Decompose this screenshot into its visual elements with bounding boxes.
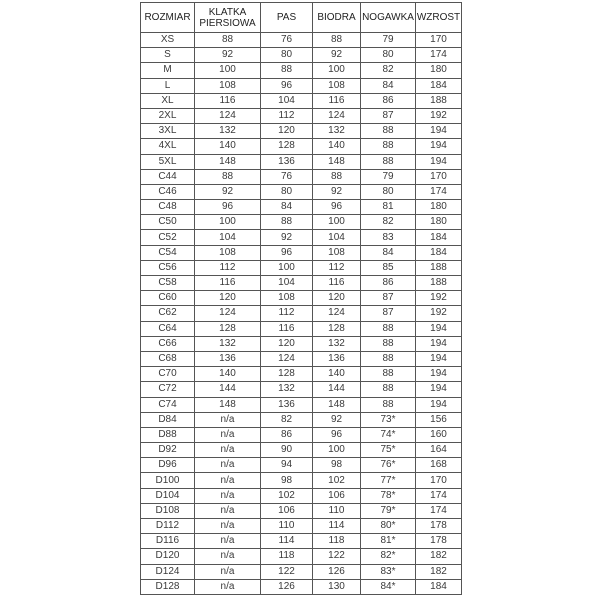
cell-biodra: 136 [313, 351, 361, 366]
cell-klatka-piersiowa: 100 [195, 63, 261, 78]
cell-pas: 88 [261, 63, 313, 78]
cell-nogawka: 81* [361, 534, 416, 549]
cell-pas: 90 [261, 443, 313, 458]
cell-klatka-piersiowa: 132 [195, 124, 261, 139]
cell-wzrost: 180 [416, 215, 462, 230]
table-body [141, 33, 462, 595]
table-row [141, 33, 462, 48]
cell-klatka-piersiowa: 92 [195, 184, 261, 199]
cell-pas: 100 [261, 260, 313, 275]
cell-klatka-piersiowa: n/a [195, 458, 261, 473]
table-row [141, 184, 462, 199]
cell-nogawka: 86 [361, 93, 416, 108]
cell-biodra: 130 [313, 579, 361, 594]
cell-klatka-piersiowa: 124 [195, 306, 261, 321]
cell-nogawka: 87 [361, 108, 416, 123]
cell-klatka-piersiowa: n/a [195, 579, 261, 594]
cell-nogawka: 83* [361, 564, 416, 579]
cell-pas: 122 [261, 564, 313, 579]
cell-nogawka: 84* [361, 579, 416, 594]
cell-nogawka: 80 [361, 184, 416, 199]
cell-pas: 114 [261, 534, 313, 549]
header-klatka-piersiowa: KLATKA PIERSIOWA [195, 3, 261, 33]
cell-pas: 76 [261, 169, 313, 184]
cell-rozmiar: 5XL [141, 154, 195, 169]
cell-klatka-piersiowa: 108 [195, 78, 261, 93]
cell-nogawka: 75* [361, 443, 416, 458]
cell-wzrost: 194 [416, 154, 462, 169]
cell-pas: 88 [261, 215, 313, 230]
cell-pas: 120 [261, 124, 313, 139]
cell-biodra: 112 [313, 260, 361, 275]
cell-wzrost: 180 [416, 200, 462, 215]
cell-rozmiar: D96 [141, 458, 195, 473]
cell-rozmiar: C58 [141, 276, 195, 291]
cell-nogawka: 82* [361, 549, 416, 564]
cell-klatka-piersiowa: 112 [195, 260, 261, 275]
size-table [140, 2, 462, 595]
cell-wzrost: 194 [416, 139, 462, 154]
cell-biodra: 148 [313, 154, 361, 169]
table-row [141, 124, 462, 139]
cell-biodra: 120 [313, 291, 361, 306]
cell-wzrost: 164 [416, 443, 462, 458]
table-row [141, 503, 462, 518]
cell-biodra: 108 [313, 245, 361, 260]
cell-biodra: 108 [313, 78, 361, 93]
cell-pas: 136 [261, 154, 313, 169]
cell-nogawka: 74* [361, 427, 416, 442]
cell-rozmiar: 2XL [141, 108, 195, 123]
cell-nogawka: 88 [361, 382, 416, 397]
cell-wzrost: 192 [416, 108, 462, 123]
cell-biodra: 96 [313, 200, 361, 215]
cell-pas: 112 [261, 108, 313, 123]
table-row [141, 564, 462, 579]
cell-rozmiar: D84 [141, 412, 195, 427]
cell-wzrost: 182 [416, 549, 462, 564]
table-row [141, 473, 462, 488]
cell-biodra: 148 [313, 397, 361, 412]
cell-wzrost: 194 [416, 351, 462, 366]
cell-wzrost: 184 [416, 230, 462, 245]
cell-nogawka: 82 [361, 63, 416, 78]
cell-nogawka: 80 [361, 48, 416, 63]
cell-nogawka: 77* [361, 473, 416, 488]
cell-nogawka: 76* [361, 458, 416, 473]
cell-rozmiar: D112 [141, 519, 195, 534]
cell-biodra: 100 [313, 63, 361, 78]
cell-wzrost: 178 [416, 519, 462, 534]
cell-klatka-piersiowa: 132 [195, 336, 261, 351]
cell-biodra: 140 [313, 367, 361, 382]
table-row [141, 412, 462, 427]
cell-klatka-piersiowa: n/a [195, 488, 261, 503]
cell-wzrost: 184 [416, 245, 462, 260]
table-row [141, 245, 462, 260]
cell-pas: 96 [261, 78, 313, 93]
cell-biodra: 114 [313, 519, 361, 534]
table-row [141, 230, 462, 245]
cell-rozmiar: D104 [141, 488, 195, 503]
cell-nogawka: 81 [361, 200, 416, 215]
cell-pas: 102 [261, 488, 313, 503]
cell-biodra: 126 [313, 564, 361, 579]
cell-pas: 84 [261, 200, 313, 215]
cell-rozmiar: C62 [141, 306, 195, 321]
cell-nogawka: 79 [361, 169, 416, 184]
cell-wzrost: 180 [416, 63, 462, 78]
table-row [141, 63, 462, 78]
cell-pas: 76 [261, 33, 313, 48]
cell-klatka-piersiowa: 116 [195, 93, 261, 108]
cell-klatka-piersiowa: 136 [195, 351, 261, 366]
cell-rozmiar: C66 [141, 336, 195, 351]
table-row [141, 108, 462, 123]
cell-pas: 128 [261, 139, 313, 154]
cell-rozmiar: D128 [141, 579, 195, 594]
cell-wzrost: 192 [416, 306, 462, 321]
cell-pas: 82 [261, 412, 313, 427]
cell-wzrost: 174 [416, 48, 462, 63]
table-row [141, 154, 462, 169]
table-row [141, 215, 462, 230]
cell-klatka-piersiowa: 104 [195, 230, 261, 245]
cell-wzrost: 168 [416, 458, 462, 473]
cell-pas: 112 [261, 306, 313, 321]
cell-pas: 110 [261, 519, 313, 534]
table-row [141, 260, 462, 275]
cell-klatka-piersiowa: 140 [195, 139, 261, 154]
cell-nogawka: 79* [361, 503, 416, 518]
cell-nogawka: 78* [361, 488, 416, 503]
cell-klatka-piersiowa: 148 [195, 154, 261, 169]
cell-pas: 86 [261, 427, 313, 442]
cell-klatka-piersiowa: 128 [195, 321, 261, 336]
cell-biodra: 102 [313, 473, 361, 488]
cell-wzrost: 194 [416, 336, 462, 351]
cell-wzrost: 170 [416, 473, 462, 488]
cell-wzrost: 188 [416, 93, 462, 108]
cell-wzrost: 194 [416, 124, 462, 139]
cell-klatka-piersiowa: 144 [195, 382, 261, 397]
cell-klatka-piersiowa: 92 [195, 48, 261, 63]
cell-nogawka: 88 [361, 336, 416, 351]
header-row [141, 3, 462, 33]
cell-pas: 120 [261, 336, 313, 351]
cell-biodra: 110 [313, 503, 361, 518]
cell-nogawka: 87 [361, 291, 416, 306]
cell-nogawka: 82 [361, 215, 416, 230]
cell-wzrost: 174 [416, 488, 462, 503]
cell-klatka-piersiowa: n/a [195, 534, 261, 549]
cell-wzrost: 194 [416, 397, 462, 412]
cell-pas: 108 [261, 291, 313, 306]
cell-biodra: 96 [313, 427, 361, 442]
cell-rozmiar: C46 [141, 184, 195, 199]
cell-wzrost: 194 [416, 321, 462, 336]
cell-nogawka: 88 [361, 139, 416, 154]
cell-pas: 118 [261, 549, 313, 564]
cell-rozmiar: C56 [141, 260, 195, 275]
cell-rozmiar: C60 [141, 291, 195, 306]
cell-biodra: 132 [313, 336, 361, 351]
table-row [141, 139, 462, 154]
cell-biodra: 106 [313, 488, 361, 503]
cell-rozmiar: C44 [141, 169, 195, 184]
cell-wzrost: 170 [416, 169, 462, 184]
cell-pas: 126 [261, 579, 313, 594]
table-row [141, 367, 462, 382]
cell-nogawka: 88 [361, 367, 416, 382]
cell-rozmiar: D92 [141, 443, 195, 458]
cell-biodra: 122 [313, 549, 361, 564]
cell-klatka-piersiowa: 100 [195, 215, 261, 230]
cell-klatka-piersiowa: 88 [195, 169, 261, 184]
cell-nogawka: 88 [361, 397, 416, 412]
cell-klatka-piersiowa: 96 [195, 200, 261, 215]
cell-klatka-piersiowa: n/a [195, 549, 261, 564]
cell-rozmiar: D108 [141, 503, 195, 518]
cell-pas: 104 [261, 276, 313, 291]
table-row [141, 549, 462, 564]
header-pas: PAS [261, 3, 313, 33]
table-row [141, 336, 462, 351]
cell-rozmiar: XL [141, 93, 195, 108]
cell-biodra: 92 [313, 184, 361, 199]
cell-biodra: 88 [313, 33, 361, 48]
cell-rozmiar: 3XL [141, 124, 195, 139]
cell-biodra: 132 [313, 124, 361, 139]
cell-rozmiar: XS [141, 33, 195, 48]
cell-wzrost: 174 [416, 503, 462, 518]
cell-rozmiar: C54 [141, 245, 195, 260]
cell-biodra: 92 [313, 412, 361, 427]
table-row [141, 169, 462, 184]
cell-pas: 98 [261, 473, 313, 488]
cell-wzrost: 194 [416, 367, 462, 382]
cell-rozmiar: C50 [141, 215, 195, 230]
cell-wzrost: 184 [416, 579, 462, 594]
cell-rozmiar: C68 [141, 351, 195, 366]
table-row [141, 443, 462, 458]
cell-rozmiar: C70 [141, 367, 195, 382]
cell-pas: 104 [261, 93, 313, 108]
cell-klatka-piersiowa: n/a [195, 503, 261, 518]
cell-klatka-piersiowa: 116 [195, 276, 261, 291]
cell-rozmiar: D124 [141, 564, 195, 579]
cell-nogawka: 88 [361, 351, 416, 366]
table-row [141, 382, 462, 397]
table-row [141, 48, 462, 63]
cell-biodra: 100 [313, 215, 361, 230]
header-wzrost: WZROST [416, 3, 462, 33]
cell-rozmiar: C72 [141, 382, 195, 397]
cell-wzrost: 156 [416, 412, 462, 427]
cell-nogawka: 88 [361, 321, 416, 336]
cell-pas: 132 [261, 382, 313, 397]
cell-wzrost: 182 [416, 564, 462, 579]
table-row [141, 397, 462, 412]
table-row [141, 351, 462, 366]
header-biodra: BIODRA [313, 3, 361, 33]
cell-wzrost: 178 [416, 534, 462, 549]
cell-nogawka: 79 [361, 33, 416, 48]
cell-biodra: 144 [313, 382, 361, 397]
cell-rozmiar: C48 [141, 200, 195, 215]
cell-wzrost: 188 [416, 276, 462, 291]
cell-nogawka: 73* [361, 412, 416, 427]
header-rozmiar: ROZMIAR [141, 3, 195, 33]
cell-nogawka: 88 [361, 154, 416, 169]
cell-klatka-piersiowa: n/a [195, 519, 261, 534]
cell-klatka-piersiowa: n/a [195, 412, 261, 427]
cell-pas: 106 [261, 503, 313, 518]
cell-rozmiar: C52 [141, 230, 195, 245]
cell-rozmiar: 4XL [141, 139, 195, 154]
table-row [141, 93, 462, 108]
cell-nogawka: 84 [361, 245, 416, 260]
cell-rozmiar: M [141, 63, 195, 78]
cell-pas: 92 [261, 230, 313, 245]
cell-nogawka: 83 [361, 230, 416, 245]
cell-wzrost: 188 [416, 260, 462, 275]
cell-pas: 94 [261, 458, 313, 473]
table-row [141, 276, 462, 291]
header-nogawka: NOGAWKA [361, 3, 416, 33]
cell-rozmiar: D116 [141, 534, 195, 549]
size-chart [140, 2, 461, 595]
cell-biodra: 118 [313, 534, 361, 549]
cell-biodra: 92 [313, 48, 361, 63]
cell-nogawka: 87 [361, 306, 416, 321]
table-row [141, 458, 462, 473]
table-row [141, 427, 462, 442]
cell-pas: 124 [261, 351, 313, 366]
cell-rozmiar: L [141, 78, 195, 93]
cell-klatka-piersiowa: 124 [195, 108, 261, 123]
cell-pas: 96 [261, 245, 313, 260]
cell-biodra: 128 [313, 321, 361, 336]
cell-nogawka: 88 [361, 124, 416, 139]
cell-pas: 80 [261, 48, 313, 63]
cell-wzrost: 184 [416, 78, 462, 93]
cell-klatka-piersiowa: n/a [195, 564, 261, 579]
cell-nogawka: 80* [361, 519, 416, 534]
cell-pas: 136 [261, 397, 313, 412]
table-row [141, 519, 462, 534]
cell-nogawka: 84 [361, 78, 416, 93]
table-row [141, 488, 462, 503]
cell-rozmiar: S [141, 48, 195, 63]
table-row [141, 78, 462, 93]
table-row [141, 200, 462, 215]
cell-wzrost: 192 [416, 291, 462, 306]
cell-rozmiar: C64 [141, 321, 195, 336]
table-row [141, 579, 462, 594]
cell-biodra: 140 [313, 139, 361, 154]
cell-biodra: 124 [313, 108, 361, 123]
cell-klatka-piersiowa: 140 [195, 367, 261, 382]
cell-klatka-piersiowa: n/a [195, 427, 261, 442]
cell-biodra: 116 [313, 93, 361, 108]
cell-pas: 128 [261, 367, 313, 382]
cell-biodra: 88 [313, 169, 361, 184]
cell-klatka-piersiowa: 120 [195, 291, 261, 306]
table-row [141, 321, 462, 336]
cell-rozmiar: D100 [141, 473, 195, 488]
cell-biodra: 124 [313, 306, 361, 321]
cell-wzrost: 174 [416, 184, 462, 199]
cell-klatka-piersiowa: 148 [195, 397, 261, 412]
cell-wzrost: 194 [416, 382, 462, 397]
cell-nogawka: 85 [361, 260, 416, 275]
cell-pas: 80 [261, 184, 313, 199]
cell-biodra: 100 [313, 443, 361, 458]
cell-klatka-piersiowa: n/a [195, 473, 261, 488]
cell-pas: 116 [261, 321, 313, 336]
cell-biodra: 116 [313, 276, 361, 291]
cell-wzrost: 170 [416, 33, 462, 48]
table-header [141, 3, 462, 33]
cell-rozmiar: D88 [141, 427, 195, 442]
cell-rozmiar: D120 [141, 549, 195, 564]
table-row [141, 306, 462, 321]
cell-biodra: 98 [313, 458, 361, 473]
cell-klatka-piersiowa: n/a [195, 443, 261, 458]
table-row [141, 291, 462, 306]
cell-klatka-piersiowa: 108 [195, 245, 261, 260]
cell-klatka-piersiowa: 88 [195, 33, 261, 48]
cell-wzrost: 160 [416, 427, 462, 442]
cell-biodra: 104 [313, 230, 361, 245]
cell-rozmiar: C74 [141, 397, 195, 412]
cell-nogawka: 86 [361, 276, 416, 291]
table-row [141, 534, 462, 549]
